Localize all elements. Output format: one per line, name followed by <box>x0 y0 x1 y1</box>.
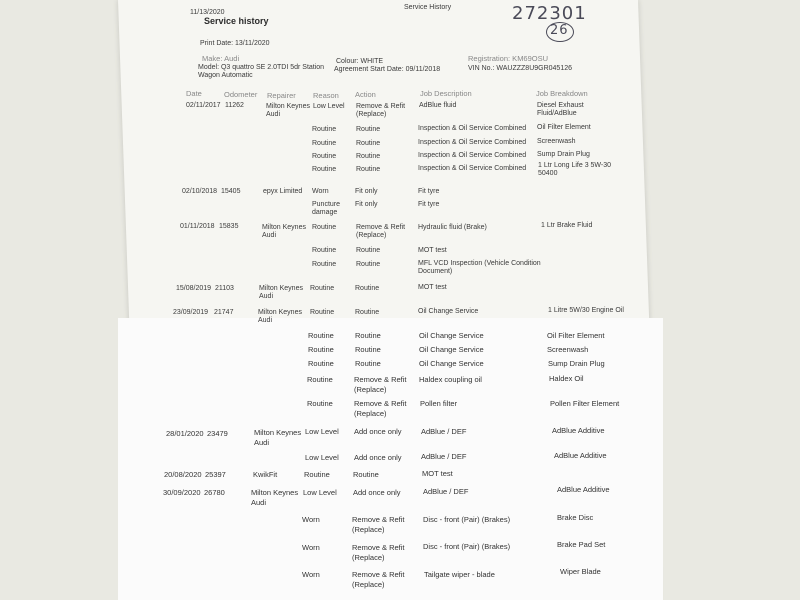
row-18-description: AdBlue / DEF <box>421 452 467 461</box>
row-18-reason: Low Level <box>305 453 339 462</box>
document-title: Service history <box>204 16 269 26</box>
row-10-action: Routine <box>355 285 380 292</box>
row-3-reason: Routine <box>312 153 337 160</box>
vehicle-model-line1: Model: Q3 quattro SE 2.0TDI 5dr Station <box>198 64 325 71</box>
row-17-date: 28/01/2020 <box>166 429 204 438</box>
row-3-description: Inspection & Oil Service Combined <box>418 152 527 159</box>
row-11-date: 23/09/2019 <box>173 309 209 316</box>
row-18-action: Add once only <box>354 453 402 462</box>
row-17-description: AdBlue / DEF <box>421 427 467 436</box>
row-14-breakdown: Sump Drain Plug <box>548 359 605 368</box>
row-9-description: MFL VCD Inspection (Vehicle Condition Document) <box>418 260 541 275</box>
row-14-reason: Routine <box>308 359 334 368</box>
row-14-action: Routine <box>355 359 381 368</box>
row-21-description: Disc - front (Pair) (Brakes) <box>423 515 511 524</box>
row-3-action: Routine <box>356 153 381 160</box>
row-20-repairer: Milton Keynes Audi <box>251 488 299 507</box>
row-12-description: Oil Change Service <box>419 331 484 340</box>
row-17-reason: Low Level <box>305 427 339 436</box>
row-5-repairer: epyx Limited <box>263 188 303 195</box>
row-21-reason: Worn <box>302 515 320 524</box>
row-20-description: AdBlue / DEF <box>423 487 469 496</box>
row-11-odometer: 21747 <box>214 309 234 316</box>
row-18-breakdown: AdBlue Additive <box>554 451 607 460</box>
row-0-date: 02/11/2017 <box>186 102 221 109</box>
row-13-description: Oil Change Service <box>419 345 484 354</box>
row-20-odometer: 26780 <box>204 488 225 497</box>
print-date: Print Date: 13/11/2020 <box>200 40 270 47</box>
col-header-job-breakdown: Job Breakdown <box>536 89 588 98</box>
row-16-breakdown: Pollen Filter Element <box>550 399 620 408</box>
row-7-breakdown: 1 Ltr Brake Fluid <box>541 222 593 229</box>
row-19-action: Routine <box>353 470 379 479</box>
row-7-action: Remove & Refit (Replace) <box>356 224 406 239</box>
handwritten-number: 272301 <box>512 3 587 24</box>
print-header-date: 11/13/2020 <box>190 9 225 16</box>
row-15-breakdown: Haldex Oil <box>549 374 584 383</box>
row-23-description: Tailgate wiper - blade <box>424 570 495 579</box>
row-10-date: 15/08/2019 <box>176 285 212 292</box>
row-5-description: Fit tyre <box>418 188 440 195</box>
row-9-action: Routine <box>356 261 381 268</box>
row-11-repairer: Milton Keynes Audi <box>258 309 302 324</box>
col-header-action: Action <box>355 90 376 99</box>
row-11-breakdown: 1 Litre 5W/30 Engine Oil <box>548 307 624 314</box>
row-2-description: Inspection & Oil Service Combined <box>418 139 527 146</box>
row-17-odometer: 23479 <box>207 429 228 438</box>
row-17-breakdown: AdBlue Additive <box>552 426 605 435</box>
row-21-action: Remove & Refit (Replace) <box>352 515 405 534</box>
agreement-start-date: Agreement Start Date: 09/11/2018 <box>334 66 441 73</box>
row-17-repairer: Milton Keynes Audi <box>254 428 302 447</box>
row-19-repairer: KwikFit <box>253 470 278 479</box>
row-23-action: Remove & Refit (Replace) <box>352 570 405 589</box>
row-0-repairer: Milton Keynes Audi <box>266 103 310 118</box>
row-10-description: MOT test <box>418 284 447 291</box>
row-9-reason: Routine <box>312 261 337 268</box>
row-1-action: Routine <box>356 126 381 133</box>
row-2-reason: Routine <box>312 140 337 147</box>
row-13-action: Routine <box>355 345 381 354</box>
row-5-odometer: 15405 <box>221 188 241 195</box>
row-0-breakdown: Diesel Exhaust Fluid/AdBlue <box>537 102 584 117</box>
col-header-reason: Reason <box>313 91 339 100</box>
col-header-repairer: Repairer <box>267 91 296 100</box>
row-11-action: Routine <box>355 309 380 316</box>
row-6-reason: Puncture damage <box>312 201 341 216</box>
row-7-date: 01/11/2018 <box>180 223 215 230</box>
row-11-reason: Routine <box>310 309 335 316</box>
row-19-reason: Routine <box>304 470 330 479</box>
row-8-action: Routine <box>356 247 381 254</box>
row-4-reason: Routine <box>312 166 337 173</box>
row-7-odometer: 15835 <box>219 223 239 230</box>
handwritten-circled-number: 26 <box>550 23 569 38</box>
row-14-description: Oil Change Service <box>419 359 484 368</box>
row-4-description: Inspection & Oil Service Combined <box>418 165 527 172</box>
row-16-reason: Routine <box>307 399 333 408</box>
row-20-reason: Low Level <box>303 488 337 497</box>
row-0-description: AdBlue fluid <box>419 102 457 109</box>
row-20-breakdown: AdBlue Additive <box>557 485 610 494</box>
row-23-breakdown: Wiper Blade <box>560 567 601 576</box>
row-0-odometer: 11262 <box>225 102 244 109</box>
row-2-action: Routine <box>356 140 381 147</box>
row-4-breakdown: 1 Ltr Long Life 3 5W-30 50400 <box>538 162 612 177</box>
row-6-action: Fit only <box>355 201 378 208</box>
row-15-description: Haldex coupling oil <box>419 375 482 384</box>
row-3-breakdown: Sump Drain Plug <box>537 151 590 158</box>
row-17-action: Add once only <box>354 427 402 436</box>
row-19-date: 20/08/2020 <box>164 470 202 479</box>
row-22-reason: Worn <box>302 543 320 552</box>
row-5-action: Fit only <box>355 188 378 195</box>
row-5-reason: Worn <box>312 188 329 195</box>
row-7-repairer: Milton Keynes Audi <box>262 224 306 239</box>
row-1-description: Inspection & Oil Service Combined <box>418 125 527 132</box>
row-16-description: Pollen filter <box>420 399 458 408</box>
row-10-reason: Routine <box>310 285 335 292</box>
row-10-odometer: 21103 <box>215 285 234 292</box>
row-22-action: Remove & Refit (Replace) <box>352 543 405 562</box>
row-12-reason: Routine <box>308 331 334 340</box>
row-11-description: Oil Change Service <box>418 308 479 315</box>
row-23-reason: Worn <box>302 570 320 579</box>
row-0-action: Remove & Refit (Replace) <box>356 103 406 118</box>
row-7-reason: Routine <box>312 224 337 231</box>
vehicle-colour: Colour: WHITE <box>336 58 384 65</box>
row-20-date: 30/09/2020 <box>163 488 201 497</box>
row-19-description: MOT test <box>422 469 453 478</box>
vehicle-model-line2: Wagon Automatic <box>198 72 253 79</box>
row-22-description: Disc - front (Pair) (Brakes) <box>423 542 511 551</box>
row-15-reason: Routine <box>307 375 333 384</box>
row-15-action: Remove & Refit (Replace) <box>354 375 407 394</box>
row-2-breakdown: Screenwash <box>537 138 576 145</box>
row-12-action: Routine <box>355 331 381 340</box>
row-4-action: Routine <box>356 166 381 173</box>
vehicle-registration: Registration: KM69OSU <box>468 54 549 63</box>
row-0-reason: Low Level <box>313 103 345 110</box>
row-1-breakdown: Oil Filter Element <box>537 124 591 131</box>
row-10-repairer: Milton Keynes Audi <box>259 285 303 300</box>
row-16-action: Remove & Refit (Replace) <box>354 399 407 418</box>
row-21-breakdown: Brake Disc <box>557 513 594 522</box>
row-20-action: Add once only <box>353 488 401 497</box>
col-header-odometer: Odometer <box>224 90 258 99</box>
row-13-reason: Routine <box>308 345 334 354</box>
col-header-job-description: Job Description <box>420 89 472 98</box>
row-5-date: 02/10/2018 <box>182 188 218 195</box>
row-7-description: Hydraulic fluid (Brake) <box>418 224 487 231</box>
col-header-date: Date <box>186 89 202 98</box>
row-12-breakdown: Oil Filter Element <box>547 331 605 340</box>
row-19-odometer: 25397 <box>205 470 226 479</box>
vehicle-vin: VIN No.: WAUZZZ8U9GR045126 <box>468 65 572 72</box>
print-header-center: Service History <box>404 4 452 11</box>
row-8-description: MOT test <box>418 247 447 254</box>
row-6-description: Fit tyre <box>418 201 440 208</box>
row-8-reason: Routine <box>312 247 337 254</box>
row-13-breakdown: Screenwash <box>547 345 589 354</box>
row-1-reason: Routine <box>312 126 337 133</box>
vehicle-make: Make: Audi <box>202 54 240 63</box>
row-22-breakdown: Brake Pad Set <box>557 540 606 549</box>
